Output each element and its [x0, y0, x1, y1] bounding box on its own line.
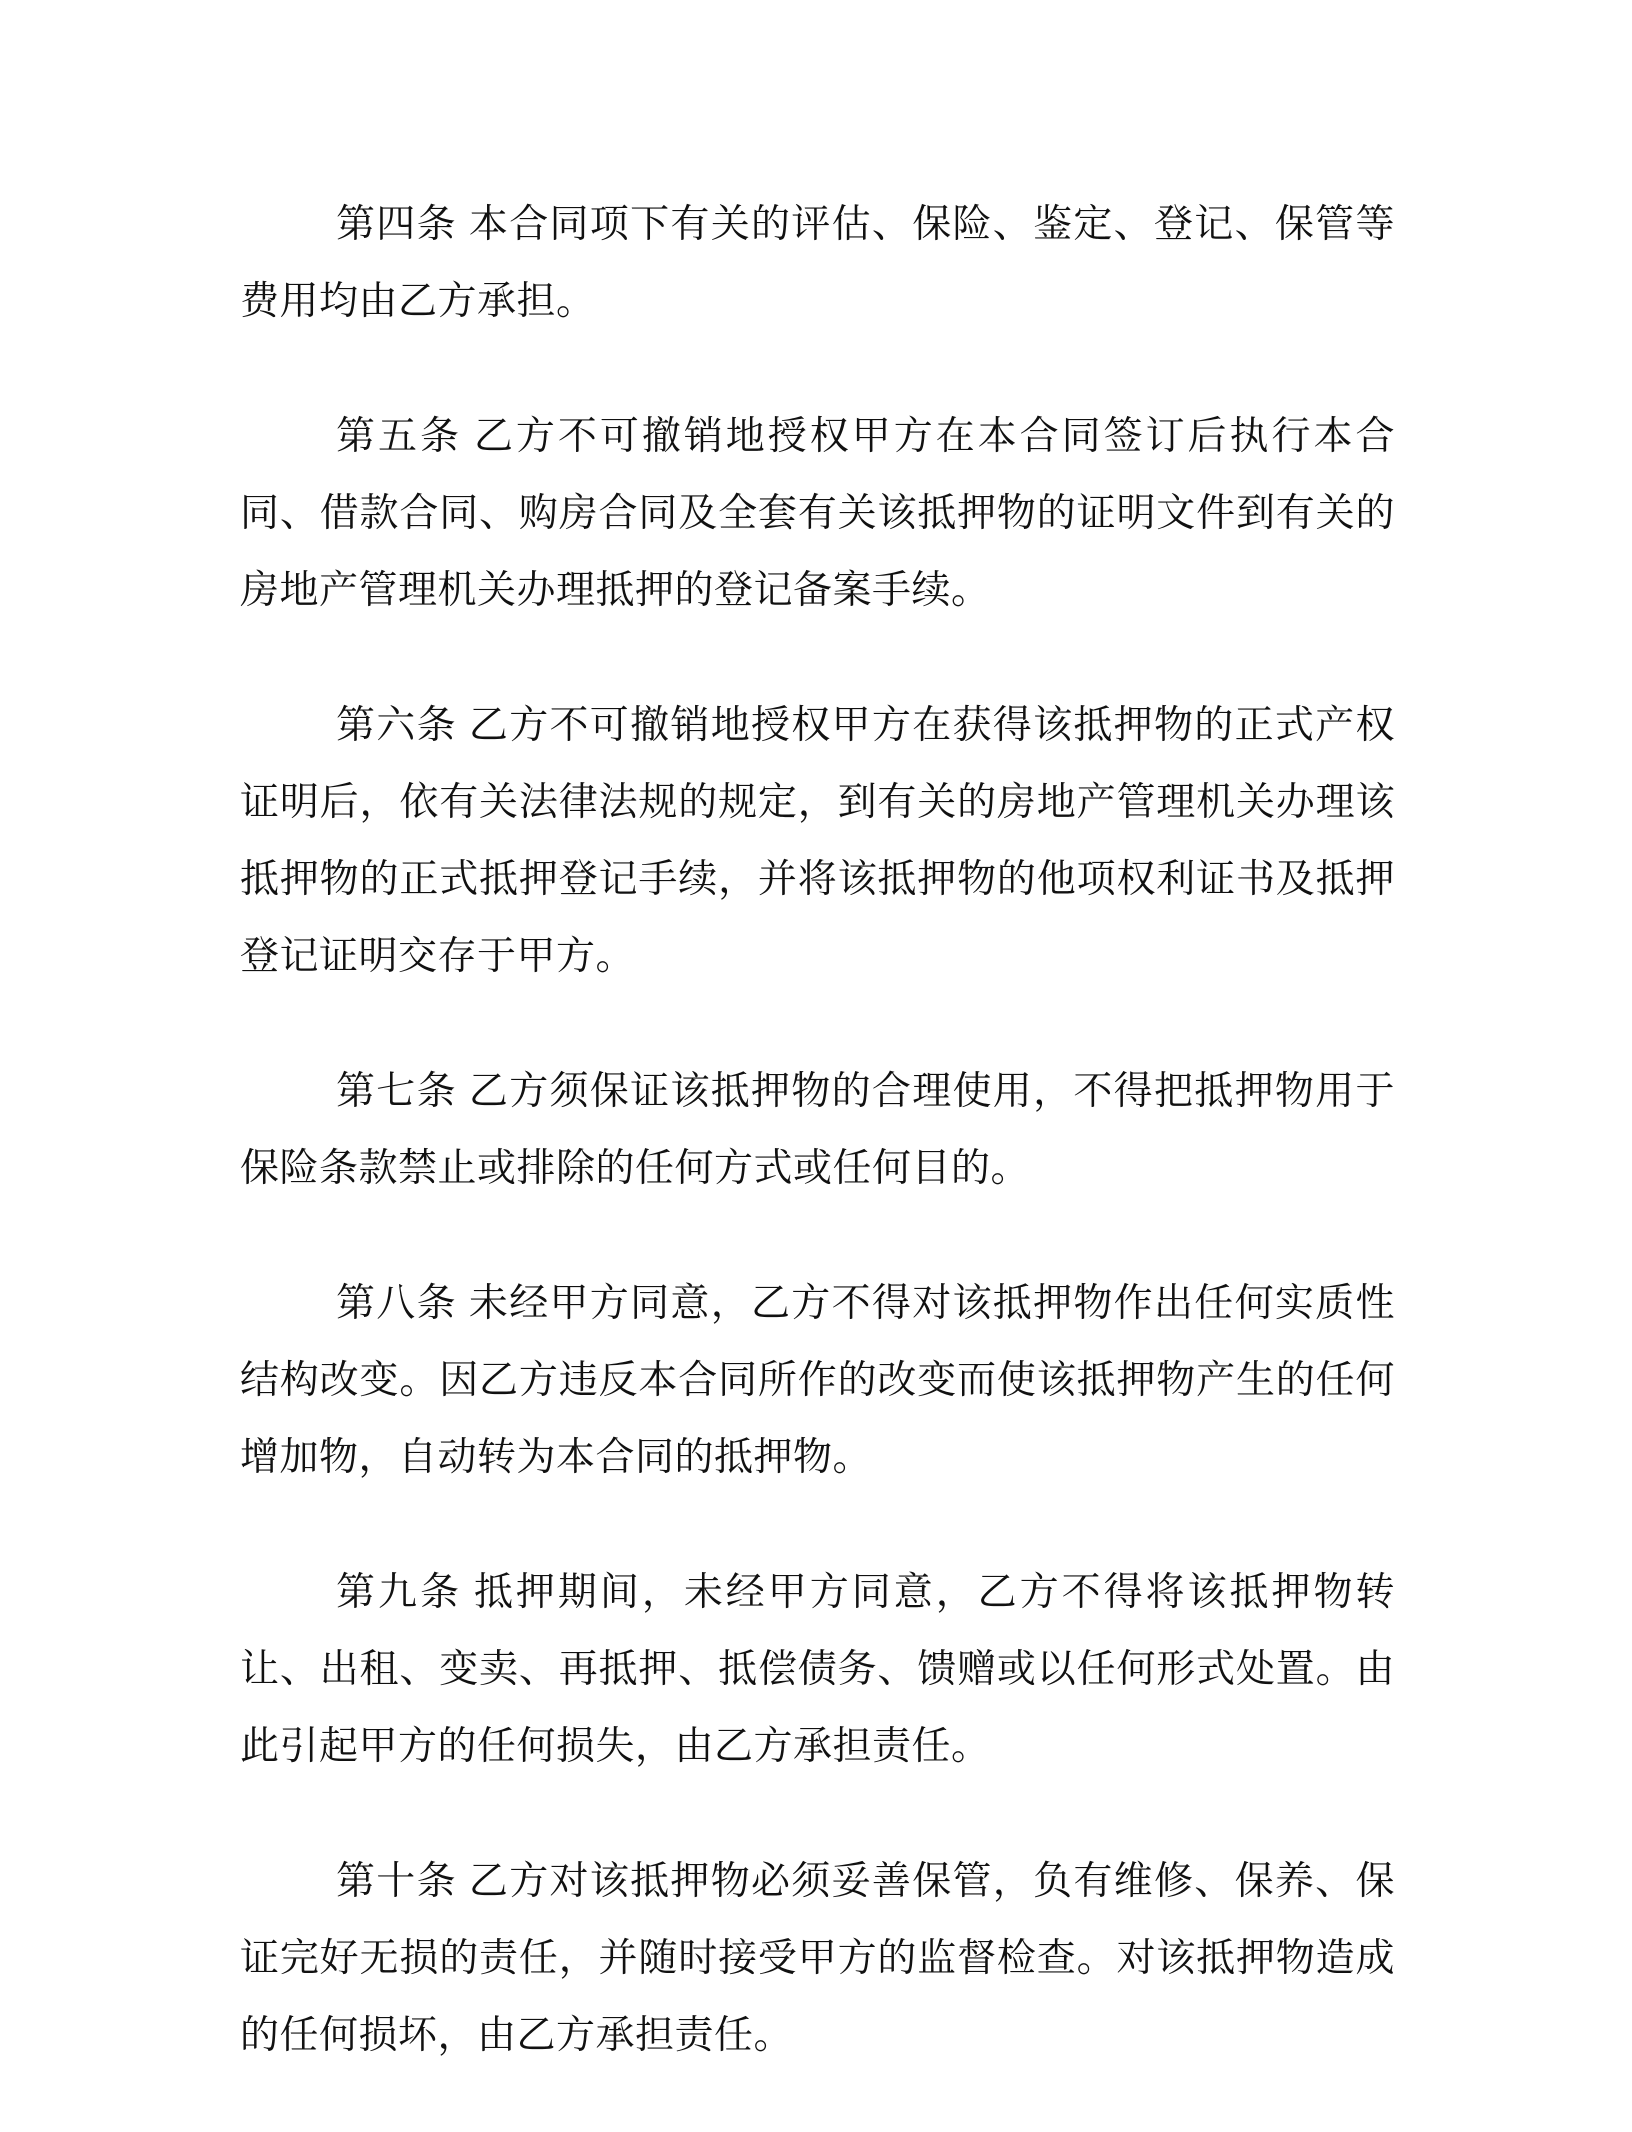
clause-10 — [240, 1843, 1395, 2074]
document-body — [240, 186, 1395, 2132]
clause-text: 未经甲方同意，乙方不得对该抵押物作出任何实质性结构改变。因乙方违反本合同所作的改变而使该抵押物产生的任何增加物，自动转为本合同的抵押物。 — [240, 1281, 1395, 1480]
clause-text: 乙方须保证该抵押物的合理使用，不得把抵押物用于保险条款禁止或排除的任何方式或任何目的。 — [240, 1069, 1395, 1191]
clause-text: 乙方对该抵押物必须妥善保管，负有维修、保养、保证完好无损的责任，并随时接受甲方的监督检查。对该抵押物造成的任何损坏，由乙方承担责任。 — [240, 1859, 1395, 2058]
clause-7 — [240, 1053, 1395, 1207]
clause-number: 第八条 — [336, 1281, 457, 1326]
clause-text: 乙方不可撤销地授权甲方在本合同签订后执行本合同、借款合同、购房合同及全套有关该抵押物的证明文件到有关的房地产管理机关办理抵押的登记备案手续。 — [240, 414, 1395, 613]
clause-number: 第五条 — [336, 414, 462, 459]
clause-number: 第四条 — [336, 202, 457, 247]
clause-text: 乙方不可撤销地授权甲方在获得该抵押物的正式产权证明后，依有关法律法规的规定，到有关的房地产管理机关办理该抵押物的正式抵押登记手续，并将该抵押物的他项权利证书及抵押登记证明交存于甲方。 — [240, 703, 1395, 979]
clause-4 — [240, 186, 1395, 340]
clause-number: 第十条 — [336, 1859, 457, 1904]
clause-text: 本合同项下有关的评估、保险、鉴定、登记、保管等费用均由乙方承担。 — [240, 202, 1395, 324]
clause-6 — [240, 687, 1395, 995]
clause-number: 第九条 — [336, 1570, 462, 1615]
clause-number: 第六条 — [336, 703, 457, 748]
clause-number: 第七条 — [336, 1069, 457, 1114]
clause-text: 抵押期间，未经甲方同意，乙方不得将该抵押物转让、出租、变卖、再抵押、抵偿债务、馈赠或以任何形式处置。由此引起甲方的任何损失，由乙方承担责任。 — [240, 1570, 1395, 1769]
clause-9 — [240, 1554, 1395, 1785]
clause-5 — [240, 398, 1395, 629]
clause-8 — [240, 1265, 1395, 1496]
